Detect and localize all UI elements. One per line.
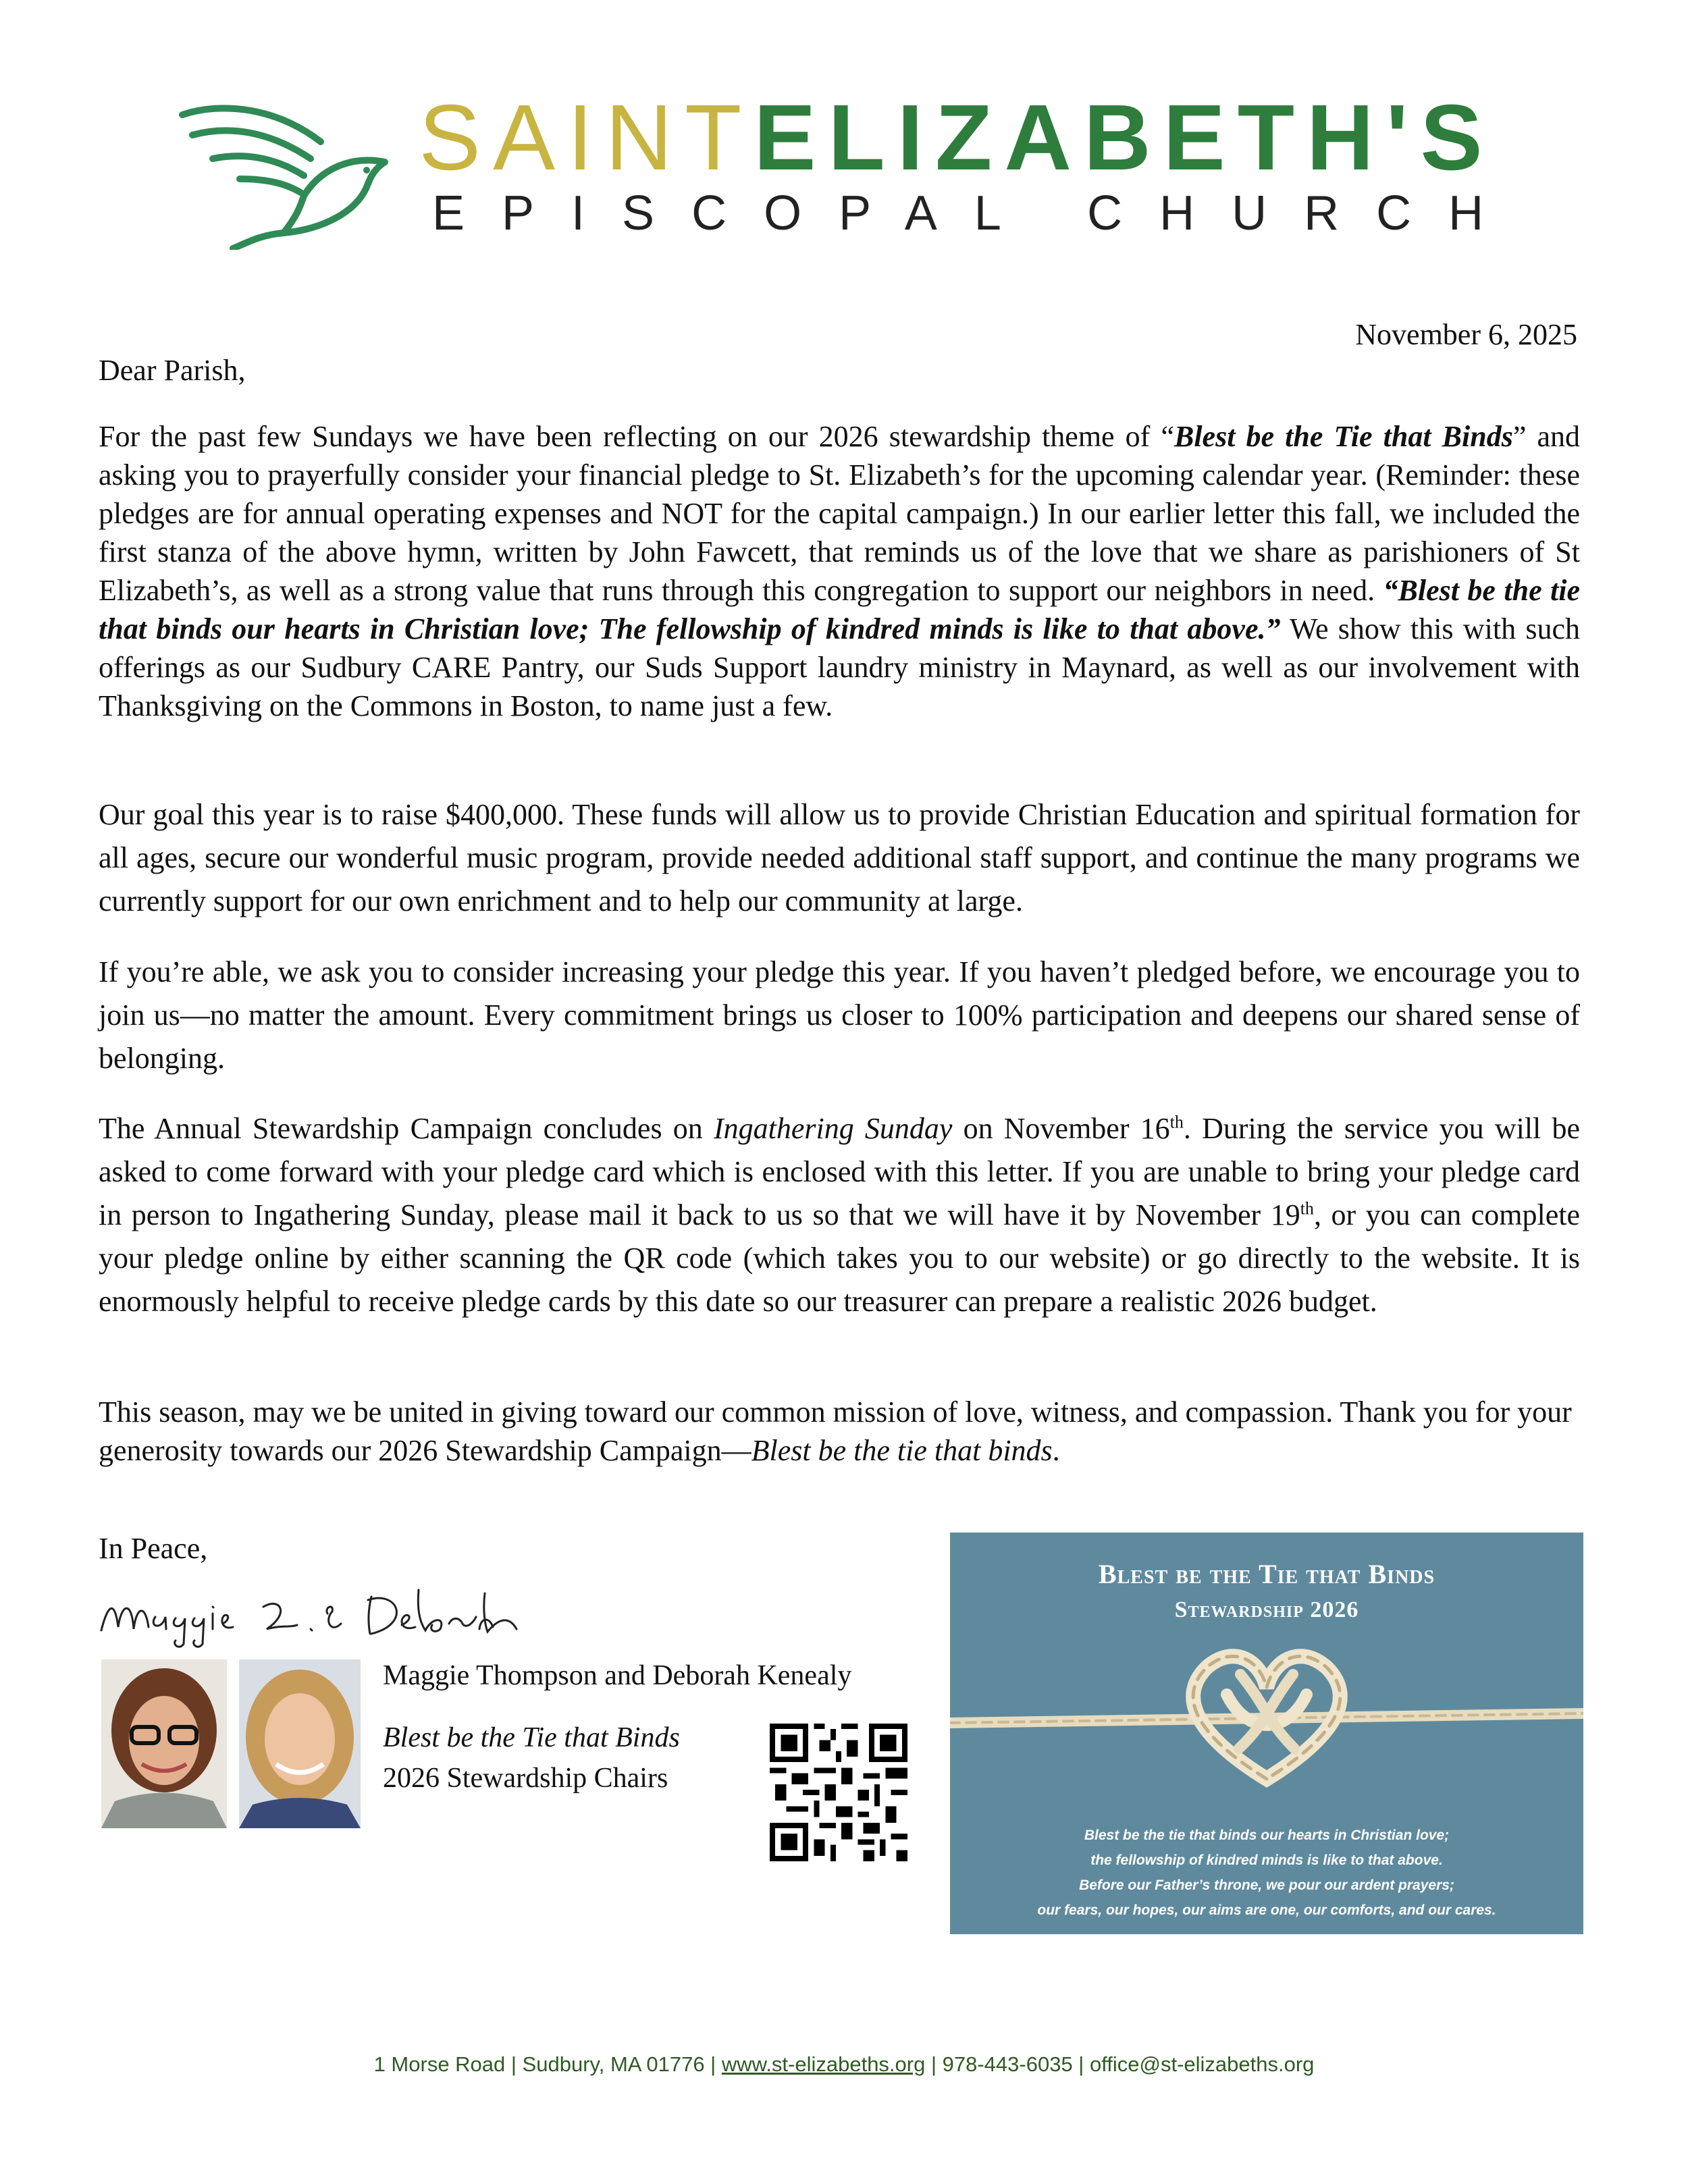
stewardship-card [950, 1533, 1583, 1934]
p4-sup-1: th [1169, 1112, 1184, 1132]
footer-contact [0, 2052, 1688, 2077]
chair-photo-maggie [101, 1659, 227, 1828]
footer-address: 1 Morse Road | Sudbury, MA 01776 | [373, 2052, 722, 2076]
verse-line: our fears, our hopes, our aims are one, our comforts, and our cares. [1037, 1902, 1496, 1918]
p4-text-3: . During the service you will be asked to come forward with your pledge card which is enclosed with this letter. If you are unable to bring your pledge card in person to Ingathering Sunday, please mail it back to us so that we will have it by November 19 [99, 1112, 1580, 1231]
verse-line: the fellowship of kindred minds is like to that above. [1090, 1853, 1443, 1868]
logo-wordmark [419, 86, 1495, 190]
p5-end: . [1052, 1434, 1060, 1467]
paragraph-4 [99, 1107, 1580, 1323]
p5-theme: Blest be the tie that binds [751, 1434, 1053, 1467]
paragraph-2: Our goal this year is to raise $400,000. These funds will allow us to provide Christian Education and spiritual formation for all ages, secure our wonderful music program, provide needed additional staff support, and continue the many programs we currently support for our own enrichment and to help our community at large. [99, 798, 1580, 917]
p1-text-3: We show this with such offerings as our Sudbury CARE Pantry, our Suds Support laundry ministry in Maynard, as well as our involvement with Thanksgiving on the Commons in Boston, to name just a few. [99, 612, 1581, 722]
paragraph-1 [99, 417, 1580, 725]
p5-text: This season, may we be united in giving toward our common mission of love, witness, and compassion. Thank you for your generosity towards our 2026 Stewardship Campaign— [99, 1395, 1572, 1467]
verse-line: Blest be the tie that binds our hearts in Christian love; [1084, 1828, 1450, 1843]
p4-text: The Annual Stewardship Campaign concludes on [99, 1112, 714, 1145]
card-title: Blest be the Tie that Binds [1098, 1559, 1435, 1589]
logo-elizabeths: ELIZABETH'S [754, 86, 1495, 190]
signer-names: Maggie Thompson and Deborah Kenealy [383, 1660, 852, 1691]
salutation: Dear Parish, [99, 354, 246, 387]
qr-code[interactable] [770, 1724, 907, 1861]
letter-date: November 6, 2025 [1355, 318, 1577, 351]
p4-ingathering: Ingathering Sunday [713, 1112, 953, 1145]
p1-hymn-quote: “Blest be the tie that binds our hearts in Christian love; The fellowship of kindred minds is like to that above.” [99, 574, 1580, 645]
verse-line: Before our Father’s throne, we pour our ardent prayers; [1079, 1877, 1454, 1893]
campaign-motto: Blest be the Tie that Binds [383, 1722, 680, 1753]
p1-text: For the past few Sundays we have been reflecting on our 2026 stewardship theme of “ [99, 420, 1174, 453]
signer-role: 2026 Stewardship Chairs [383, 1763, 668, 1794]
footer-website-link[interactable]: www.st-elizabeths.org [721, 2052, 926, 2076]
p1-theme: Blest be the Tie that Binds [1173, 420, 1513, 453]
logo-saint: SAINT [419, 86, 754, 190]
p4-text-4: , or you can complete your pledge online by either scanning the QR code (which takes you to our website) or go directly to the website. It is enormously helpful to receive pledge cards by this date so our treasurer can prepare a realistic 2026 budget. [99, 1198, 1580, 1318]
signature [95, 1576, 527, 1651]
paragraph-3: If you’re able, we ask you to consider increasing your pledge this year. If you haven’t pledged before, we encourage you to join us—no matter the amount. Every commitment brings us closer to 100% participation and deepens our shared sense of belonging. [99, 955, 1580, 1075]
dove-icon [176, 95, 398, 250]
card-subtitle: Stewardship 2026 [1174, 1597, 1359, 1622]
logo-subtitle: EPISCOPAL CHURCH [432, 186, 1521, 240]
chair-photo-deborah [239, 1659, 361, 1828]
p1-text-2: ” and asking you to prayerfully consider your financial pledge to St. Elizabeth’s for the upcoming calendar year. (Reminder: these pledges are for annual operating expenses and NOT for the capital campaign.) In our earlier letter this fall, we included the first stanza of the above hymn, written by John Fawcett, that reminds us of the love that we share as parishioners of St Elizabeth’s, as well as a strong value that runs through this congregation to support our neighbors in need. [99, 420, 1580, 607]
closing: In Peace, [99, 1532, 208, 1565]
card-verse [950, 1823, 1583, 1923]
rope-knot-icon [950, 1634, 1583, 1796]
footer-contact-info: | 978-443-6035 | office@st-elizabeths.org [925, 2052, 1315, 2076]
paragraph-5 [99, 1393, 1580, 1470]
p4-text-2: on November 16 [952, 1112, 1170, 1145]
p4-sup-2: th [1300, 1198, 1314, 1219]
